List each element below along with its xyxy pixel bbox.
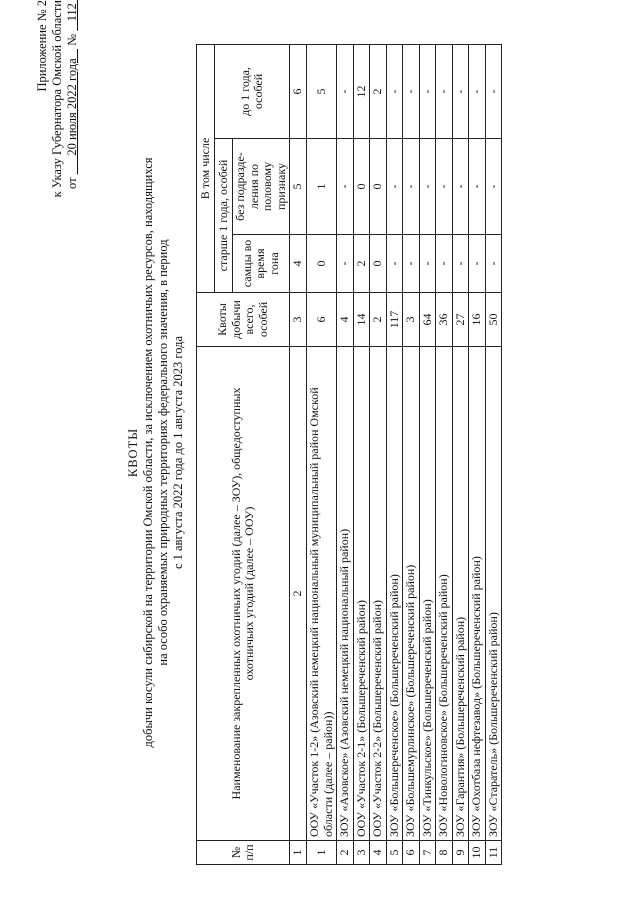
- table-row: [370, 44, 387, 864]
- col-young-header: до 1 года, особей: [215, 44, 290, 138]
- row-young-cell: 12: [353, 44, 370, 138]
- row-number-cell: 2: [337, 841, 354, 865]
- index-cell: 2: [290, 347, 307, 841]
- title-line-3: с 1 августа 2022 года до 1 августа 2023 года: [171, 335, 185, 570]
- quota-table: [196, 44, 502, 865]
- row-young-cell: -: [403, 44, 420, 138]
- col-older-header: старше 1 года, особей: [215, 139, 233, 293]
- table-row: [353, 44, 370, 864]
- row-young-cell: 2: [370, 44, 387, 138]
- row-nosex-cell: -: [436, 139, 453, 235]
- row-quota-cell: 6: [307, 293, 337, 347]
- row-number-cell: 1: [307, 841, 337, 865]
- row-males-cell: -: [485, 235, 502, 293]
- table-row: [403, 44, 420, 864]
- col-nosex-header: без подразде-ления по половому признаку: [233, 139, 290, 235]
- row-young-cell: -: [485, 44, 502, 138]
- row-quota-cell: 14: [353, 293, 370, 347]
- row-males-cell: -: [419, 235, 436, 293]
- row-males-cell: -: [436, 235, 453, 293]
- row-name-cell: ООУ «Участок 1-2» (Азовский немецкий национальный муниципальный район Омской области (далее – район)): [307, 347, 337, 841]
- row-nosex-cell: -: [469, 139, 486, 235]
- row-nosex-cell: -: [337, 139, 354, 235]
- index-cell: 3: [290, 293, 307, 347]
- row-quota-cell: 4: [337, 293, 354, 347]
- row-males-cell: -: [337, 235, 354, 293]
- col-name-header: Наименование закрепленных охотничьих угодий (далее – ЗОУ), общедоступных охотничьих угодий (далее – ООУ): [197, 347, 290, 841]
- row-quota-cell: 2: [370, 293, 387, 347]
- row-quota-cell: 36: [436, 293, 453, 347]
- title-line-1: добычи косули сибирской на территории Омской области, за исключением охотничьих ресурсов, находящихся: [141, 157, 155, 748]
- title-line-2: на особо охраняемых природных территориях федерального значения, в период: [156, 239, 170, 666]
- row-males-cell: -: [469, 235, 486, 293]
- row-males-cell: -: [386, 235, 403, 293]
- index-cell: 6: [290, 44, 307, 138]
- table-row: [386, 44, 403, 864]
- table-row: [469, 44, 486, 864]
- row-number-cell: 8: [436, 841, 453, 865]
- row-number-cell: 11: [485, 841, 502, 865]
- index-cell: 4: [290, 235, 307, 293]
- decree-date-line: [65, 0, 80, 260]
- row-nosex-cell: -: [386, 139, 403, 235]
- table-row: [307, 44, 337, 864]
- row-quota-cell: 27: [452, 293, 469, 347]
- row-males-cell: 0: [307, 235, 337, 293]
- row-young-cell: -: [419, 44, 436, 138]
- row-males-cell: -: [403, 235, 420, 293]
- row-males-cell: -: [452, 235, 469, 293]
- quota-table-body: [290, 44, 502, 864]
- index-cell: 5: [290, 139, 307, 235]
- row-quota-cell: 50: [485, 293, 502, 347]
- row-nosex-cell: 1: [307, 139, 337, 235]
- row-name-cell: ЗОУ «Старатель» (Большереченский район): [485, 347, 502, 841]
- row-quota-cell: 3: [403, 293, 420, 347]
- row-nosex-cell: -: [452, 139, 469, 235]
- row-young-cell: -: [469, 44, 486, 138]
- column-index-row: [290, 44, 307, 864]
- row-young-cell: -: [452, 44, 469, 138]
- number-prefix: №: [65, 33, 79, 46]
- decree-number: 112: [65, 3, 79, 22]
- row-nosex-cell: -: [403, 139, 420, 235]
- row-name-cell: ЗОУ «Гарантия» (Большереченский район): [452, 347, 469, 841]
- row-quota-cell: 64: [419, 293, 436, 347]
- table-row: [485, 44, 502, 864]
- row-name-cell: ООУ «Участок 2-1» (Большереченский район): [353, 347, 370, 841]
- row-young-cell: 5: [307, 44, 337, 138]
- row-quota-cell: 117: [386, 293, 403, 347]
- appendix-header: [35, 0, 80, 260]
- row-name-cell: ЗОУ «Охотбаза нефтезавод» (Большереченский район): [469, 347, 486, 841]
- date-prefix: от: [65, 177, 79, 189]
- col-quota-header: Квоты добычи всего, особей: [197, 293, 290, 347]
- row-number-cell: 3: [353, 841, 370, 865]
- decree-label: к Указу Губернатора Омской области: [50, 0, 64, 198]
- row-young-cell: -: [337, 44, 354, 138]
- appendix-label: Приложение № 2: [35, 0, 49, 92]
- table-row: [419, 44, 436, 864]
- row-young-cell: -: [386, 44, 403, 138]
- row-nosex-cell: -: [419, 139, 436, 235]
- col-males-header: самцы во время гона: [233, 235, 290, 293]
- decree-date: 20 июля 2022 года: [65, 58, 79, 156]
- row-number-cell: 5: [386, 841, 403, 865]
- row-name-cell: ЗОУ «Большереченское» (Большереченский район): [386, 347, 403, 841]
- row-number-cell: 9: [452, 841, 469, 865]
- row-nosex-cell: -: [485, 139, 502, 235]
- row-males-cell: 2: [353, 235, 370, 293]
- row-young-cell: -: [436, 44, 453, 138]
- row-number-cell: 6: [403, 841, 420, 865]
- row-name-cell: ЗОУ «Большемурлинское» (Большереченский район): [403, 347, 420, 841]
- table-row: [337, 44, 354, 864]
- row-name-cell: ЗОУ «Новологиновское» (Большереченский район): [436, 347, 453, 841]
- row-number-cell: 7: [419, 841, 436, 865]
- table-row: [436, 44, 453, 864]
- row-number-cell: 10: [469, 841, 486, 865]
- row-males-cell: 0: [370, 235, 387, 293]
- row-nosex-cell: 0: [370, 139, 387, 235]
- col-including-header: В том числе: [197, 44, 215, 292]
- col-number-header: № п/п: [197, 841, 290, 865]
- row-name-cell: ООУ «Участок 2-2» (Большереченский район): [370, 347, 387, 841]
- row-nosex-cell: 0: [353, 139, 370, 235]
- row-name-cell: ЗОУ «Азовское» (Азовский немецкий национальный район): [337, 347, 354, 841]
- row-number-cell: 4: [370, 841, 387, 865]
- document-title: КВОТЫ: [126, 427, 140, 478]
- index-cell: 1: [290, 841, 307, 865]
- table-row: [452, 44, 469, 864]
- row-name-cell: ЗОУ «Тинкульское» (Большереченский район): [419, 347, 436, 841]
- row-quota-cell: 16: [469, 293, 486, 347]
